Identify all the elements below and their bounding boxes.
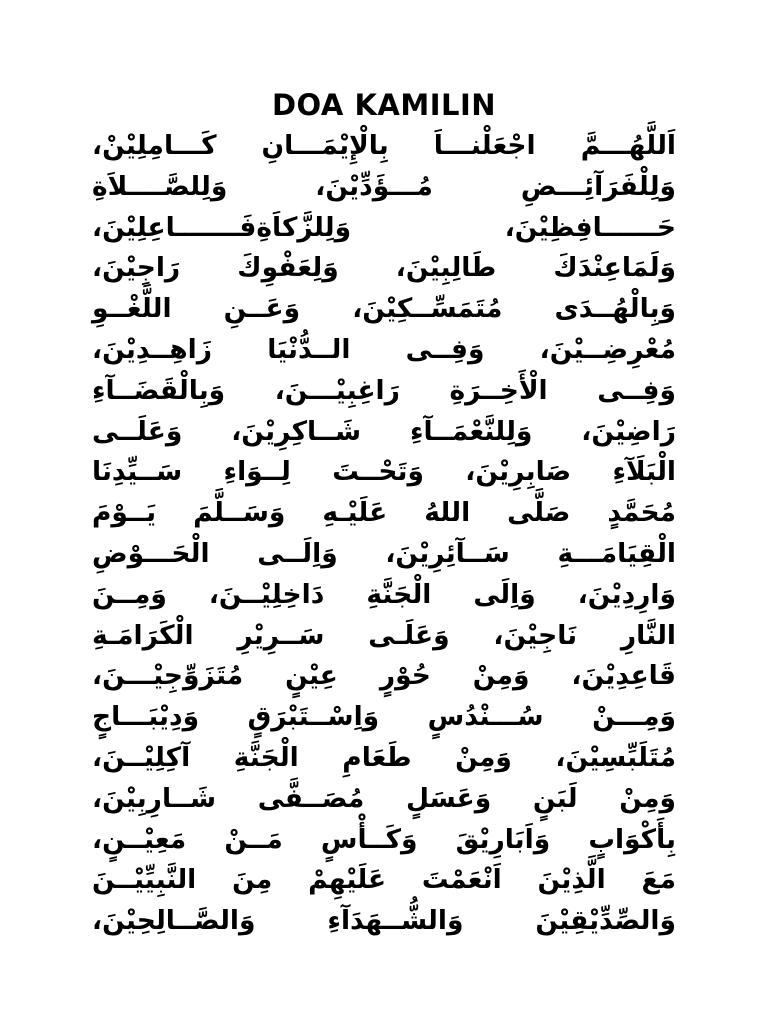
doa-line: الْبَلَآءِ صَابِرِيْنَ، وَتَحْــتَ لِــوَاءِ سَــيِّدِنَا <box>92 456 676 488</box>
document-title: DOA KAMILIN <box>271 88 497 122</box>
doa-line: وَالصِّدِّيْقِيْنَ وَالشُّــهَدَآءِ وَالصَّــالِحِيْنَ، <box>92 905 676 937</box>
doa-line: اَللَّهُـــمَّ اجْعَلْنـــاَ بِالْإِيْمَـــانِ كَـــامِلِيْنْ، <box>92 130 676 161</box>
doa-line: مَعَ الَّذِيْنَ اَنْعَمْتَ عَلَيْهِمْ مِنَ النَّبِيِّيْــنَ <box>92 864 676 896</box>
doa-line: قَاعِدِيْنَ، وَمِنْ حُوْرٍ عِيْنٍ مُتَزَوِّجِيْـــنَ، <box>92 660 676 692</box>
doa-line: وَلَمَاعِنْدَكَ طَالِبِيْنَ، وَلِعَفْوِكَ رَاجِيْنَ، <box>92 252 676 284</box>
doa-line: مُتَلَبِّسِيْنَ، وَمِنْ طَعَامِ الْجَنَّةِ آكِلِيْــنَ، <box>92 741 676 773</box>
doa-line: وَفِــى الْأَخِــرَةِ رَاغِبِيْـــنَ، وَبِالْقَضَــآءِ <box>92 374 676 406</box>
doa-line: رَاضِيْنَ، وَلِلنَّعْمَــآءِ شَــاكِرِيْنَ، وَعَلَــى <box>92 415 676 447</box>
doa-line: وَلِلْفَرَآئِـــضِ مُـــؤَدِّيْنَ، وَلِلصَّــــلاَةِ <box>92 170 676 202</box>
doa-line: بِأَكْوَابٍ وَاَبَارِيْقَ وَكَــأْسٍ مَــنْ مَعِيْــنٍ، <box>92 823 676 855</box>
doa-line: وَارِدِيْنَ، وَاِلَى الْجَنَّةِ دَاخِلِيْــنَ، وَمِــنَ <box>92 578 676 610</box>
doa-line: النَّارِ نَاجِيْنَ، وَعَلَـى سَــرِيْرِ الْكَرَامَـةِ <box>92 619 676 651</box>
doa-line: مُعْرِضِــيْنَ، وَفِــى الــدُّنْيَا زَاهِــدِيْنَ، <box>92 333 676 365</box>
doa-line: الْقِيَامَـــةِ سَــآئِرِيْنَ، وَاِلَــى الْحَـــوْضِ <box>92 537 676 569</box>
doa-line: وَمِـــنْ سُـــنْدُسٍ وَاِسْــتَبْرَقٍ وَدِيْبَـــاجٍ <box>92 701 676 733</box>
doa-line: مُحَمَّدٍ صَلَّى اللهُ عَلَيْـهِ وَسَــلَّمَ يَــوْمَ <box>92 497 676 529</box>
doa-line: وَبِالْهُــدَى مُتَمَسِّــكِيْنَ، وَعَــنِ اللَّغْــوِ <box>92 293 676 325</box>
doa-text-body <box>92 126 676 942</box>
doa-line: وَمِنْ لَبَنٍ وَعَسَلٍ مُصَــفَّى شَــارِبِيْنَ، <box>92 782 676 814</box>
doa-line: حَــــــافِظِيْنَ، وَلِلزَّكاَةِفَـــــــاعِلِيْنَ، <box>92 211 676 243</box>
